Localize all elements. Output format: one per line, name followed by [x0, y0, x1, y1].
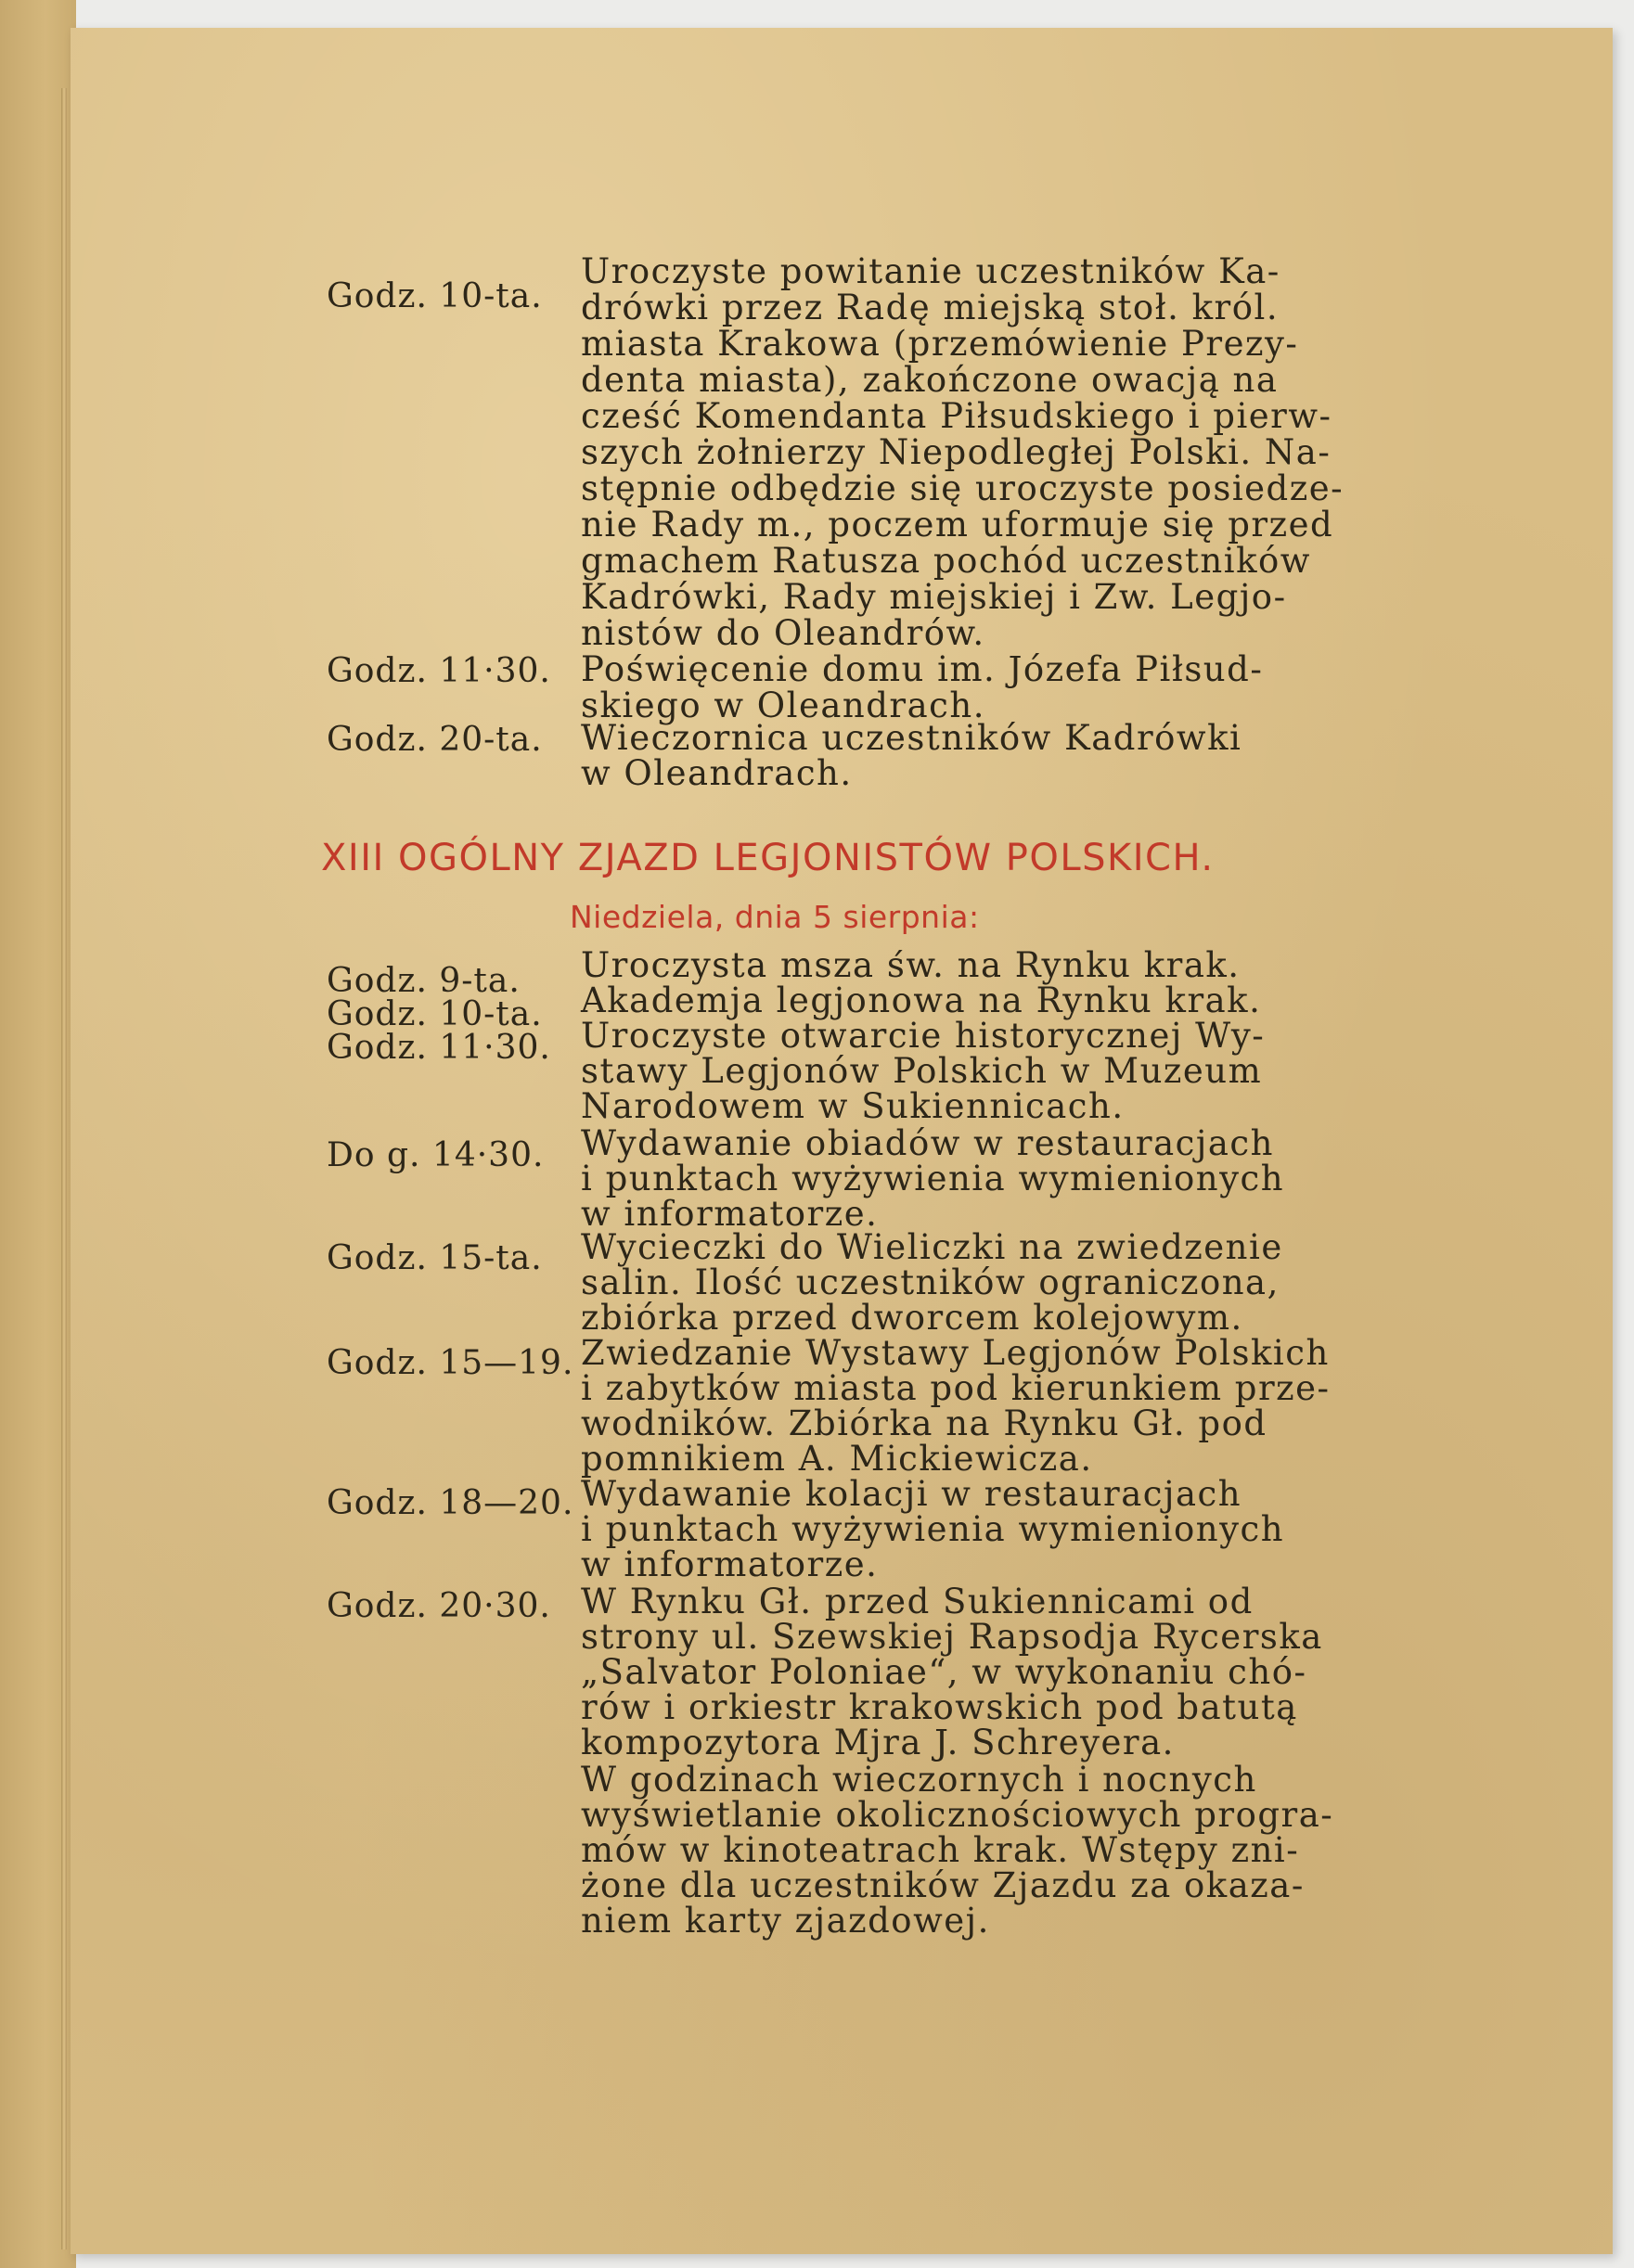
entry-line: „Salvator Poloniae“, w wykonaniu chó-: [581, 1652, 1307, 1692]
entry-line: żone dla uczestników Zjazdu za okaza-: [581, 1865, 1305, 1905]
time-label: Godz. 18—20.: [327, 1484, 574, 1522]
entry-line: Kadrówki, Rady miejskiej i Zw. Legjo-: [581, 577, 1287, 617]
time-label: Godz. 11·30.: [327, 1029, 551, 1067]
time-label: Godz. 15—19.: [327, 1344, 574, 1382]
entry-line: wyświetlanie okolicznościowych progra-: [581, 1795, 1334, 1835]
entry-line: W godzinach wieczornych i nocnych: [581, 1760, 1257, 1800]
entry-line: Zwiedzanie Wystawy Legjonów Polskich: [581, 1333, 1330, 1373]
entry-line: nie Rady m., poczem uformuje się przed: [581, 505, 1334, 545]
entry-line: niem karty zjazdowej.: [581, 1901, 990, 1941]
entry-line: rów i orkiestr krakowskich pod batutą: [581, 1687, 1298, 1727]
entry-line: w Oleandrach.: [581, 753, 853, 793]
entry-line: gmachem Ratusza pochód uczestników: [581, 541, 1311, 581]
section-subtitle: Niedziela, dnia 5 sierpnia:: [570, 899, 980, 935]
time-label: Godz. 20-ta.: [327, 721, 543, 759]
entry-line: pomnikiem A. Mickiewicza.: [581, 1439, 1093, 1479]
entry-line: skiego w Oleandrach.: [581, 686, 985, 725]
entry-line: denta miasta), zakończone owacją na: [581, 360, 1279, 400]
time-label: Godz. 9-ta.: [327, 962, 521, 1000]
entry-line: i punktach wyżywienia wymienionych: [581, 1159, 1285, 1198]
entry-line: Wydawanie kolacji w restauracjach: [581, 1474, 1242, 1514]
entry-line: Poświęcenie domu im. Józefa Piłsud-: [581, 649, 1264, 689]
entry-line: W Rynku Gł. przed Sukiennicami od: [581, 1582, 1254, 1621]
entry-line: szych żołnierzy Niepodległej Polski. Na-: [581, 432, 1332, 472]
entry-line: salin. Ilość uczestników ograniczona,: [581, 1262, 1280, 1302]
entry-line: stępnie odbędzie się uroczyste posiedze-: [581, 468, 1345, 508]
entry-line: i zabytków miasta pod kierunkiem prze-: [581, 1368, 1331, 1408]
entry-line: zbiórka przed dworcem kolejowym.: [581, 1298, 1243, 1338]
entry-line: cześć Komendanta Piłsudskiego i pierw-: [581, 396, 1332, 436]
entry-line: drówki przez Radę miejską stoł. król.: [581, 288, 1280, 327]
entry-line: stawy Legjonów Polskich w Muzeum: [581, 1051, 1263, 1091]
entry-line: w informatorze.: [581, 1194, 879, 1234]
entry-line: Narodowem w Sukiennicach.: [581, 1086, 1125, 1126]
entry-line: i punktach wyżywienia wymienionych: [581, 1509, 1285, 1549]
time-label: Godz. 10-ta.: [327, 995, 543, 1033]
entry-line: Uroczysta msza św. na Rynku krak.: [581, 945, 1241, 985]
section-title: XIII OGÓLNY ZJAZD LEGJONISTÓW POLSKICH.: [321, 837, 1215, 879]
entry-line: Wydawanie obiadów w restauracjach: [581, 1123, 1274, 1163]
entry-line: miasta Krakowa (przemówienie Prezy-: [581, 324, 1299, 364]
entry-line: kompozytora Mjra J. Schreyera.: [581, 1723, 1175, 1762]
entry-line: w informatorze.: [581, 1544, 879, 1584]
time-label: Do g. 14·30.: [327, 1136, 545, 1174]
time-label: Godz. 10-ta.: [327, 277, 543, 315]
time-label: Godz. 20·30.: [327, 1587, 551, 1625]
entry-line: Wycieczki do Wieliczki na zwiedzenie: [581, 1227, 1283, 1267]
entry-line: Uroczyste powitanie uczestników Ka-: [581, 251, 1280, 291]
page-fold: [61, 88, 67, 2249]
entry-line: Wieczornica uczestników Kadrówki: [581, 718, 1242, 758]
entry-line: Uroczyste otwarcie historycznej Wy-: [581, 1016, 1266, 1056]
entry-line: strony ul. Szewskiej Rapsodja Rycerska: [581, 1617, 1323, 1657]
entry-line: nistów do Oleandrów.: [581, 613, 985, 653]
time-label: Godz. 11·30.: [327, 652, 551, 690]
entry-line: Akademja legjonowa na Rynku krak.: [581, 980, 1262, 1020]
time-label: Godz. 15-ta.: [327, 1239, 543, 1277]
entry-line: mów w kinoteatrach krak. Wstępy zni-: [581, 1830, 1300, 1870]
entry-line: wodników. Zbiórka na Rynku Gł. pod: [581, 1403, 1267, 1443]
